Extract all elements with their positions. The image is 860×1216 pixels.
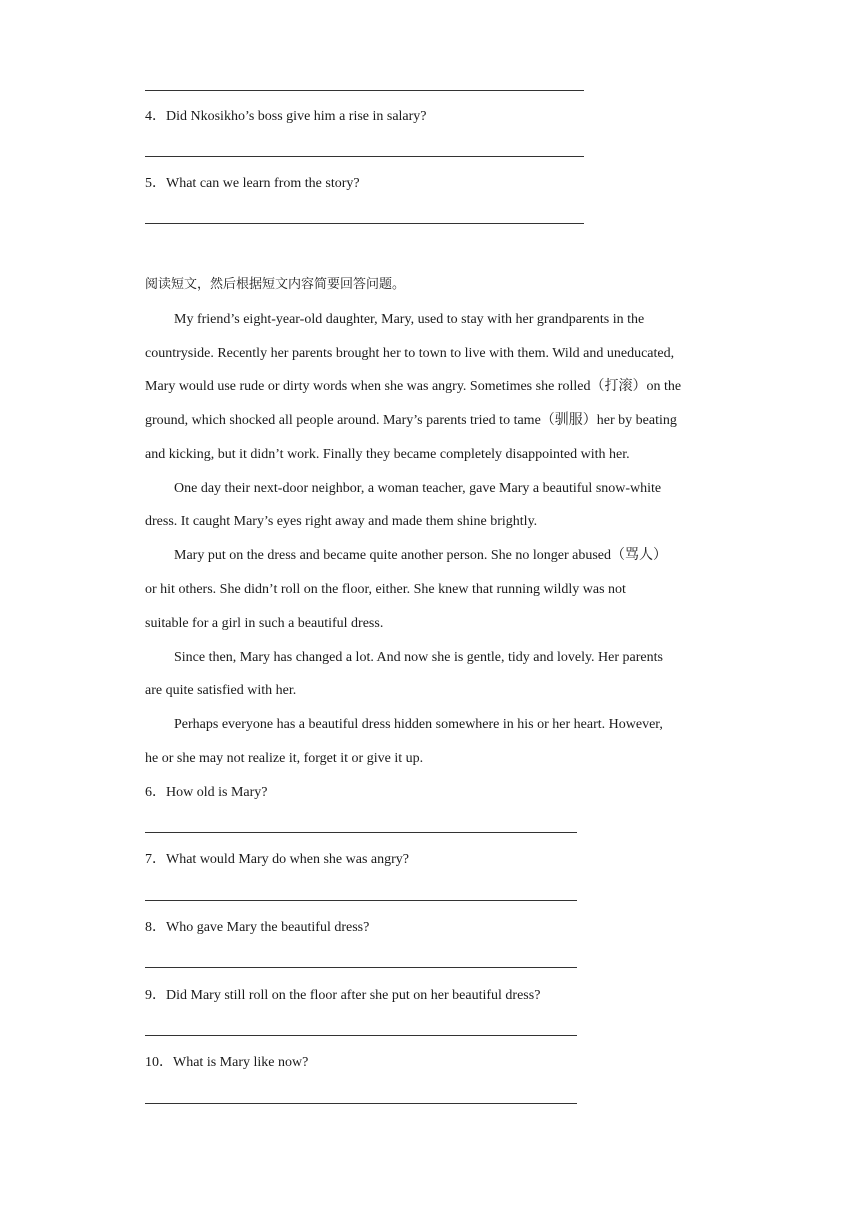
passage-line: Mary would use rude or dirty words when she was angry. Sometimes she rolled（打滚）on the — [145, 379, 682, 394]
passage-line: countryside. Recently her parents brought her to town to live with them. Wild and uneducated, — [145, 346, 675, 361]
passage-line: Since then, Mary has changed a lot. And now she is gentle, tidy and lovely. Her parents — [174, 650, 663, 665]
answer-line — [145, 1103, 577, 1104]
passage-line: Perhaps everyone has a beautiful dress hidden somewhere in his or her heart. However, — [174, 717, 663, 732]
question-number: 6． — [145, 785, 166, 800]
answer-line — [145, 90, 584, 91]
passage-line: or hit others. She didn’t roll on the floor, either. She knew that running wildly was not — [145, 582, 626, 597]
question-7 — [145, 851, 409, 869]
answer-line — [145, 967, 577, 968]
question-10 — [145, 1054, 308, 1072]
passage-line: dress. It caught Mary’s eyes right away and made them shine brightly. — [145, 514, 538, 529]
passage-line: ground, which shocked all people around. Mary’s parents tried to tame（驯服）her by beating — [145, 413, 677, 428]
answer-line — [145, 832, 577, 833]
question-text: Did Mary still roll on the floor after she put on her beautiful dress? — [166, 988, 541, 1003]
question-number: 7． — [145, 852, 166, 867]
question-text: What would Mary do when she was angry? — [166, 852, 409, 867]
question-number: 10． — [145, 1055, 173, 1070]
question-text: What is Mary like now? — [173, 1055, 309, 1070]
question-5 — [145, 175, 360, 193]
question-text: What can we learn from the story? — [166, 176, 360, 191]
question-9 — [145, 987, 540, 1005]
question-number: 5． — [145, 176, 166, 191]
passage-line: suitable for a girl in such a beautiful dress. — [145, 616, 384, 631]
question-4 — [145, 108, 427, 126]
question-text: How old is Mary? — [166, 785, 268, 800]
answer-line — [145, 223, 584, 224]
question-number: 9． — [145, 988, 166, 1003]
question-text: Who gave Mary the beautiful dress? — [166, 920, 370, 935]
answer-line — [145, 156, 584, 157]
passage-line: he or she may not realize it, forget it or give it up. — [145, 751, 424, 766]
passage-line: My friend’s eight-year-old daughter, Mary, used to stay with her grandparents in the — [174, 312, 645, 327]
passage-line: Mary put on the dress and became quite another person. She no longer abused（骂人） — [174, 548, 667, 563]
section-instruction: 阅读短文，然后根据短文内容简要回答问题。 — [145, 277, 406, 292]
passage-line: and kicking, but it didn’t work. Finally they became completely disappointed with her. — [145, 447, 630, 462]
question-8 — [145, 919, 369, 937]
question-number: 4． — [145, 109, 166, 124]
question-number: 8． — [145, 920, 166, 935]
question-text: Did Nkosikho’s boss give him a rise in salary? — [166, 109, 427, 124]
question-6 — [145, 784, 268, 802]
passage-line: are quite satisfied with her. — [145, 683, 297, 698]
answer-line — [145, 900, 577, 901]
answer-line — [145, 1035, 577, 1036]
passage-line: One day their next-door neighbor, a woman teacher, gave Mary a beautiful snow-white — [174, 481, 662, 496]
